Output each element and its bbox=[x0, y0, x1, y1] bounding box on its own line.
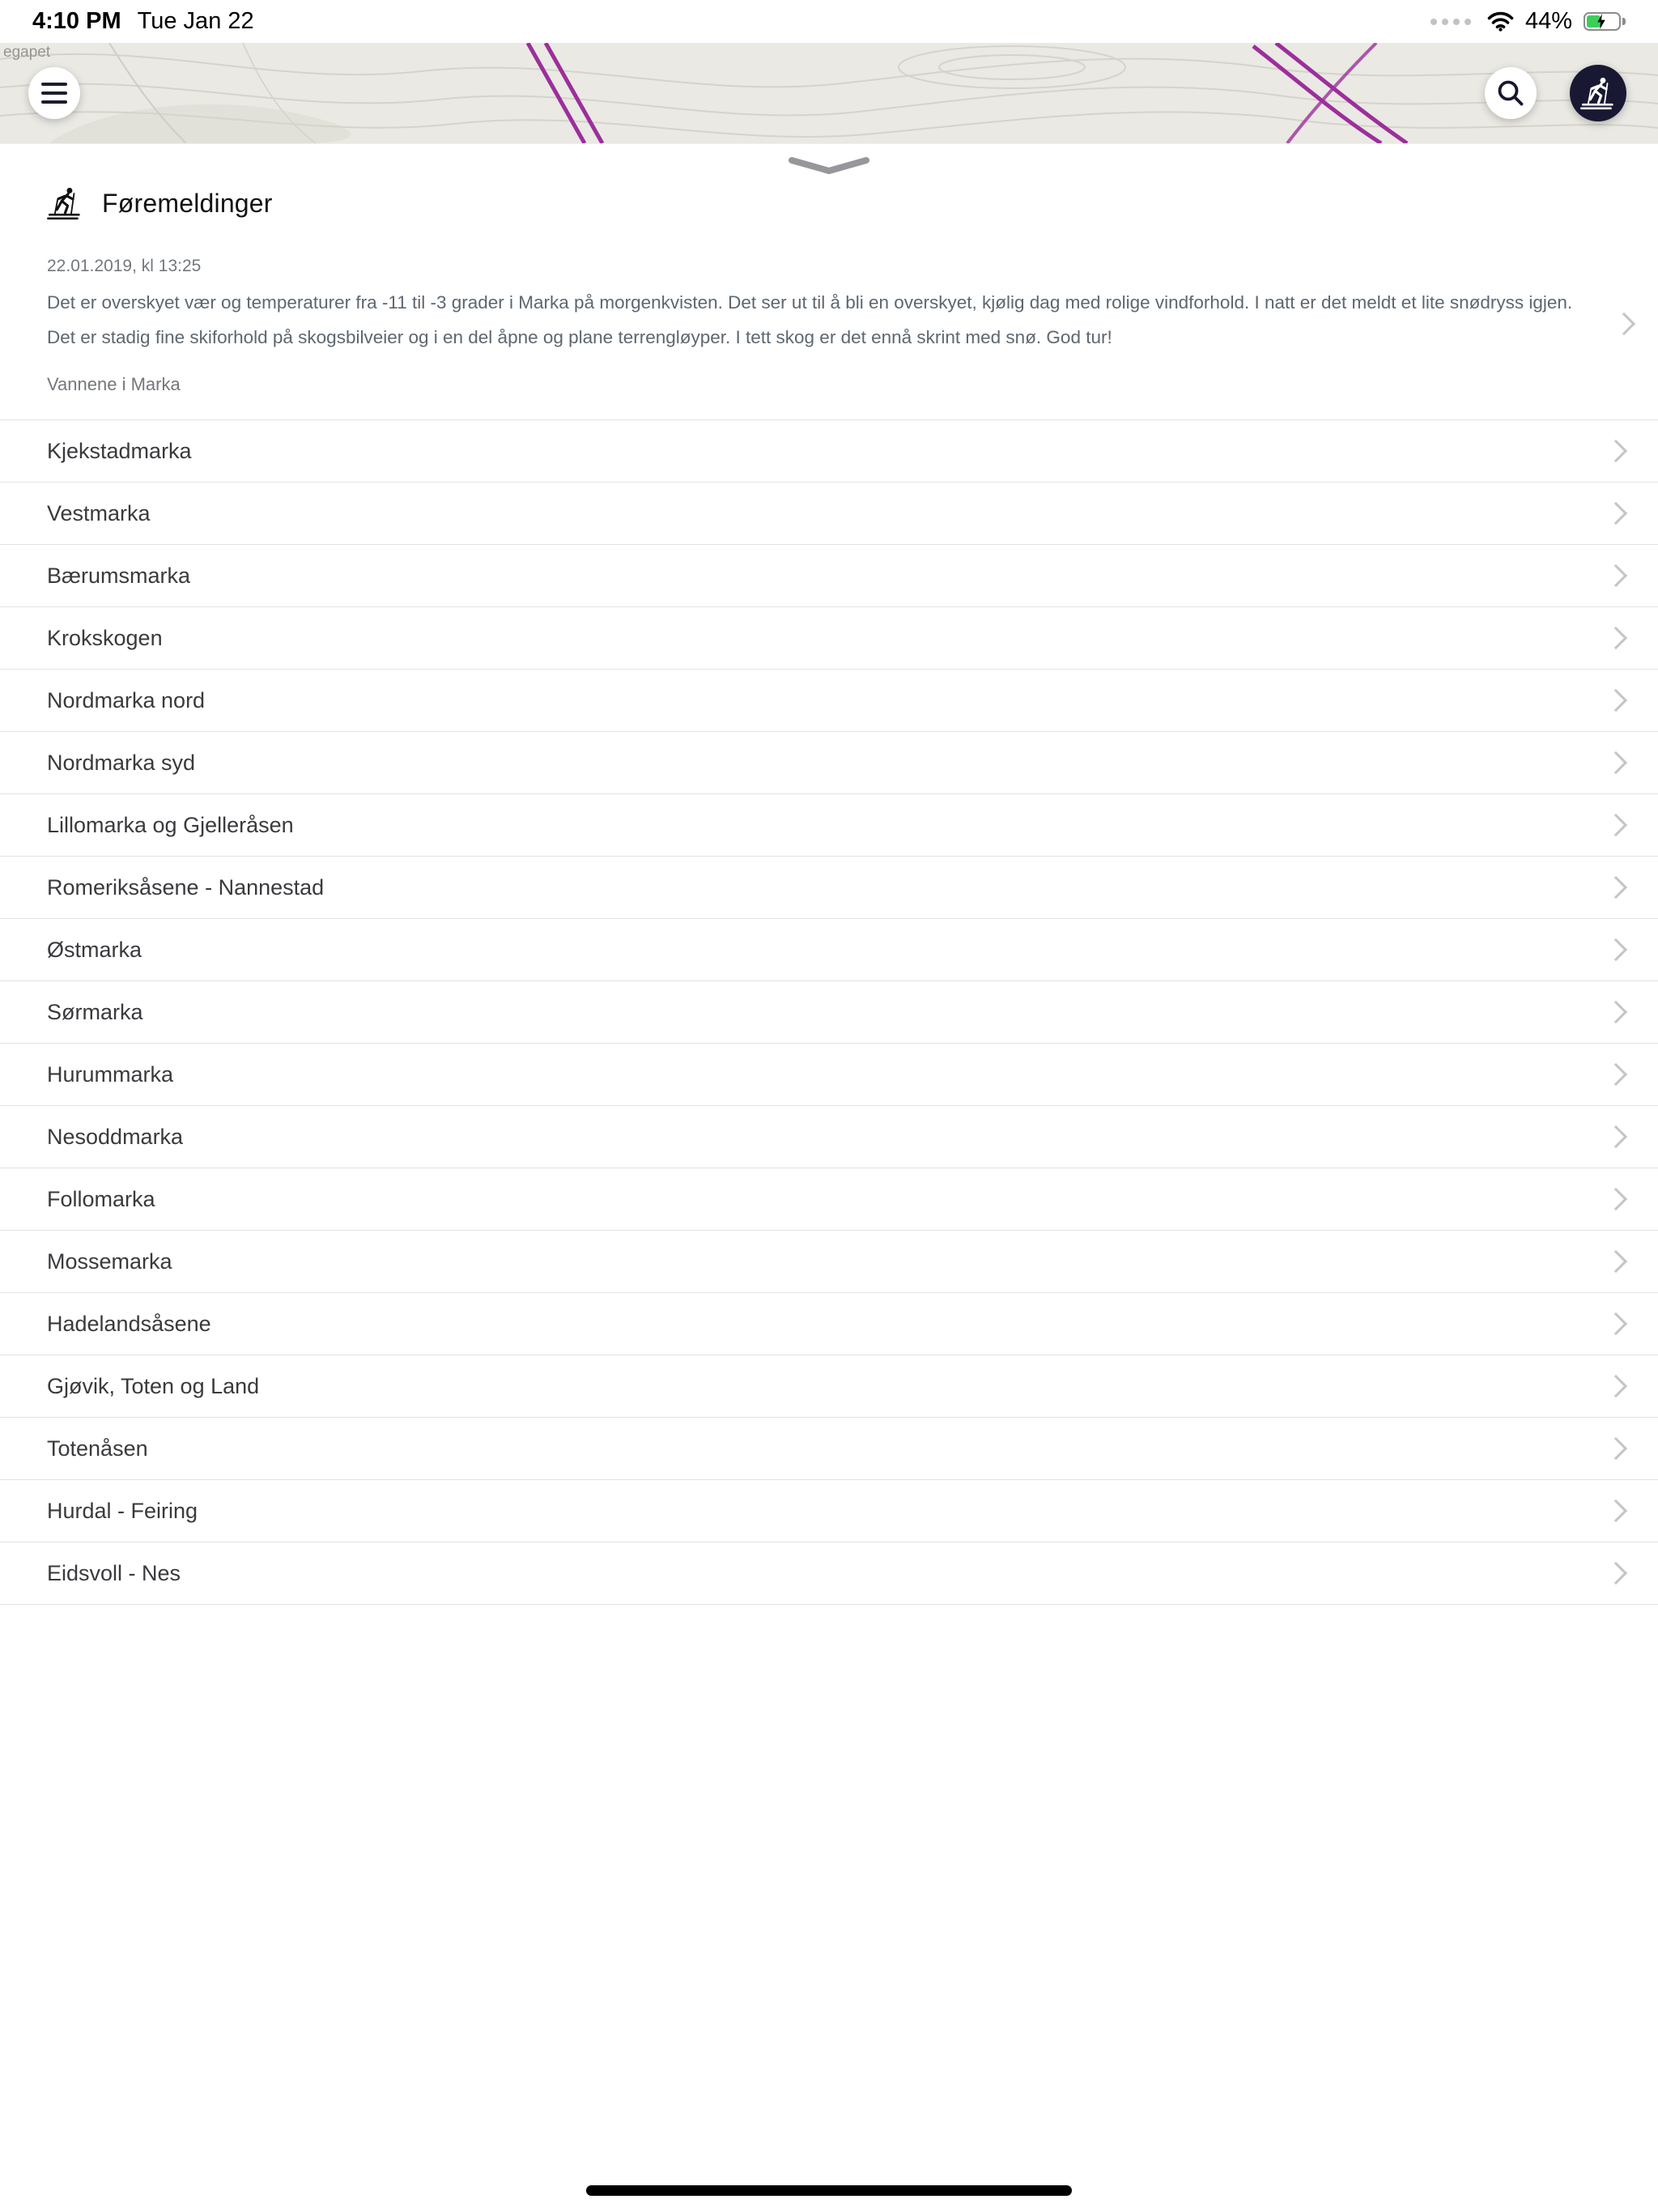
vannene-i-marka-link[interactable]: Vannene i Marka bbox=[47, 374, 181, 394]
charging-bolt-icon bbox=[1596, 14, 1606, 29]
region-row[interactable] bbox=[0, 794, 1658, 857]
map-header[interactable] bbox=[0, 43, 1658, 143]
search-icon bbox=[1494, 77, 1527, 109]
hamburger-icon bbox=[41, 83, 67, 104]
chevron-right-icon bbox=[1605, 1063, 1627, 1086]
region-row[interactable] bbox=[0, 1293, 1658, 1355]
chevron-right-icon bbox=[1605, 564, 1627, 587]
chevron-right-icon bbox=[1605, 1375, 1627, 1397]
status-time: 4:10 PM bbox=[32, 8, 121, 34]
region-row[interactable] bbox=[0, 1480, 1658, 1542]
wifi-icon bbox=[1487, 11, 1514, 32]
chevron-right-icon bbox=[1605, 751, 1627, 774]
topo-map bbox=[0, 43, 1658, 143]
page-header bbox=[47, 185, 273, 221]
region-row[interactable] bbox=[0, 1418, 1658, 1480]
region-label: Nesoddmarka bbox=[47, 1124, 184, 1149]
cellular-dots-icon bbox=[1431, 19, 1471, 25]
battery-charging-icon bbox=[1584, 12, 1626, 31]
region-label: Nordmarka nord bbox=[47, 687, 206, 713]
region-row[interactable] bbox=[0, 857, 1658, 919]
region-label: Hurdal - Feiring bbox=[47, 1498, 198, 1523]
pull-down-handle[interactable] bbox=[0, 155, 1658, 177]
status-date: Tue Jan 22 bbox=[137, 8, 254, 34]
region-row[interactable] bbox=[0, 607, 1658, 670]
chevron-right-icon bbox=[1613, 313, 1635, 335]
chevron-right-icon bbox=[1605, 1125, 1627, 1148]
region-label: Vestmarka bbox=[47, 500, 151, 525]
region-label: Totenåsen bbox=[47, 1436, 148, 1461]
region-label: Bærumsmarka bbox=[47, 563, 191, 588]
region-row[interactable] bbox=[0, 420, 1658, 483]
region-label: Romeriksåsene - Nannestad bbox=[47, 874, 325, 900]
region-row[interactable] bbox=[0, 1542, 1658, 1605]
chevron-right-icon bbox=[1605, 440, 1627, 462]
region-row[interactable] bbox=[0, 1168, 1658, 1231]
chevron-right-icon bbox=[1605, 502, 1627, 525]
chevron-right-icon bbox=[1605, 1312, 1627, 1335]
chevron-right-icon bbox=[1605, 1437, 1627, 1460]
chevron-right-icon bbox=[1605, 1001, 1627, 1023]
profile-button[interactable] bbox=[1570, 65, 1626, 121]
region-label: Follomarka bbox=[47, 1186, 155, 1211]
region-label: Nordmarka syd bbox=[47, 750, 196, 775]
region-row[interactable] bbox=[0, 981, 1658, 1044]
home-indicator[interactable] bbox=[586, 2185, 1072, 2196]
region-row[interactable] bbox=[0, 670, 1658, 732]
region-label: Hadelandsåsene bbox=[47, 1311, 211, 1336]
skier-logo-icon bbox=[1580, 75, 1616, 111]
chevron-right-icon bbox=[1605, 1250, 1627, 1273]
region-label: Eidsvoll - Nes bbox=[47, 1560, 181, 1585]
region-row[interactable] bbox=[0, 1106, 1658, 1168]
report-body: Det er overskyet vær og temperaturer fra -11 til -3 grader i Marka på morgenkvisten. Det ser ut til å bli en overskyet, kjølig dag med rolige vindforhold. I natt er det meldt et lite snødryss igjen. Det er stadig fine skiforhold på skogsbilveier og i en del åpne og plane terrengløyper. I tett skog er det ennå skrint med snø. God tur! bbox=[47, 292, 1573, 347]
region-label: Mossemarka bbox=[47, 1249, 172, 1274]
region-label: Kjekstadmarka bbox=[47, 438, 192, 463]
region-label: Krokskogen bbox=[47, 625, 163, 650]
region-label: Hurummarka bbox=[47, 1061, 174, 1087]
region-row[interactable] bbox=[0, 483, 1658, 545]
chevron-right-icon bbox=[1605, 814, 1627, 836]
region-row[interactable] bbox=[0, 545, 1658, 607]
map-place-label: egapet bbox=[3, 44, 51, 61]
region-label: Østmarka bbox=[47, 937, 142, 962]
battery-percent: 44% bbox=[1524, 8, 1572, 34]
status-left bbox=[32, 8, 254, 35]
chevron-right-icon bbox=[1605, 876, 1627, 899]
region-row[interactable] bbox=[0, 732, 1658, 794]
region-row[interactable] bbox=[0, 1044, 1658, 1106]
chevron-right-icon bbox=[1605, 1499, 1627, 1522]
chevron-right-icon bbox=[1605, 689, 1627, 712]
region-label: Sørmarka bbox=[47, 999, 143, 1024]
chevron-right-icon bbox=[1605, 1188, 1627, 1210]
menu-button[interactable] bbox=[28, 67, 80, 119]
skier-icon bbox=[47, 185, 83, 221]
status-right bbox=[1431, 8, 1626, 35]
status-bar bbox=[0, 0, 1658, 43]
region-row[interactable] bbox=[0, 1231, 1658, 1293]
report-timestamp: 22.01.2019, kl 13:25 bbox=[47, 257, 202, 275]
chevron-right-icon bbox=[1605, 938, 1627, 961]
region-label: Lillomarka og Gjelleråsen bbox=[47, 812, 294, 837]
chevron-right-icon bbox=[1605, 627, 1627, 649]
chevron-down-icon bbox=[787, 155, 871, 177]
region-row[interactable] bbox=[0, 1355, 1658, 1418]
chevron-right-icon bbox=[1605, 1562, 1627, 1585]
page-title: Føremeldinger bbox=[102, 188, 273, 218]
report-summary[interactable] bbox=[0, 285, 1658, 355]
search-button[interactable] bbox=[1485, 67, 1537, 119]
region-label: Gjøvik, Toten og Land bbox=[47, 1373, 260, 1398]
region-list bbox=[0, 419, 1658, 1605]
region-row[interactable] bbox=[0, 919, 1658, 981]
